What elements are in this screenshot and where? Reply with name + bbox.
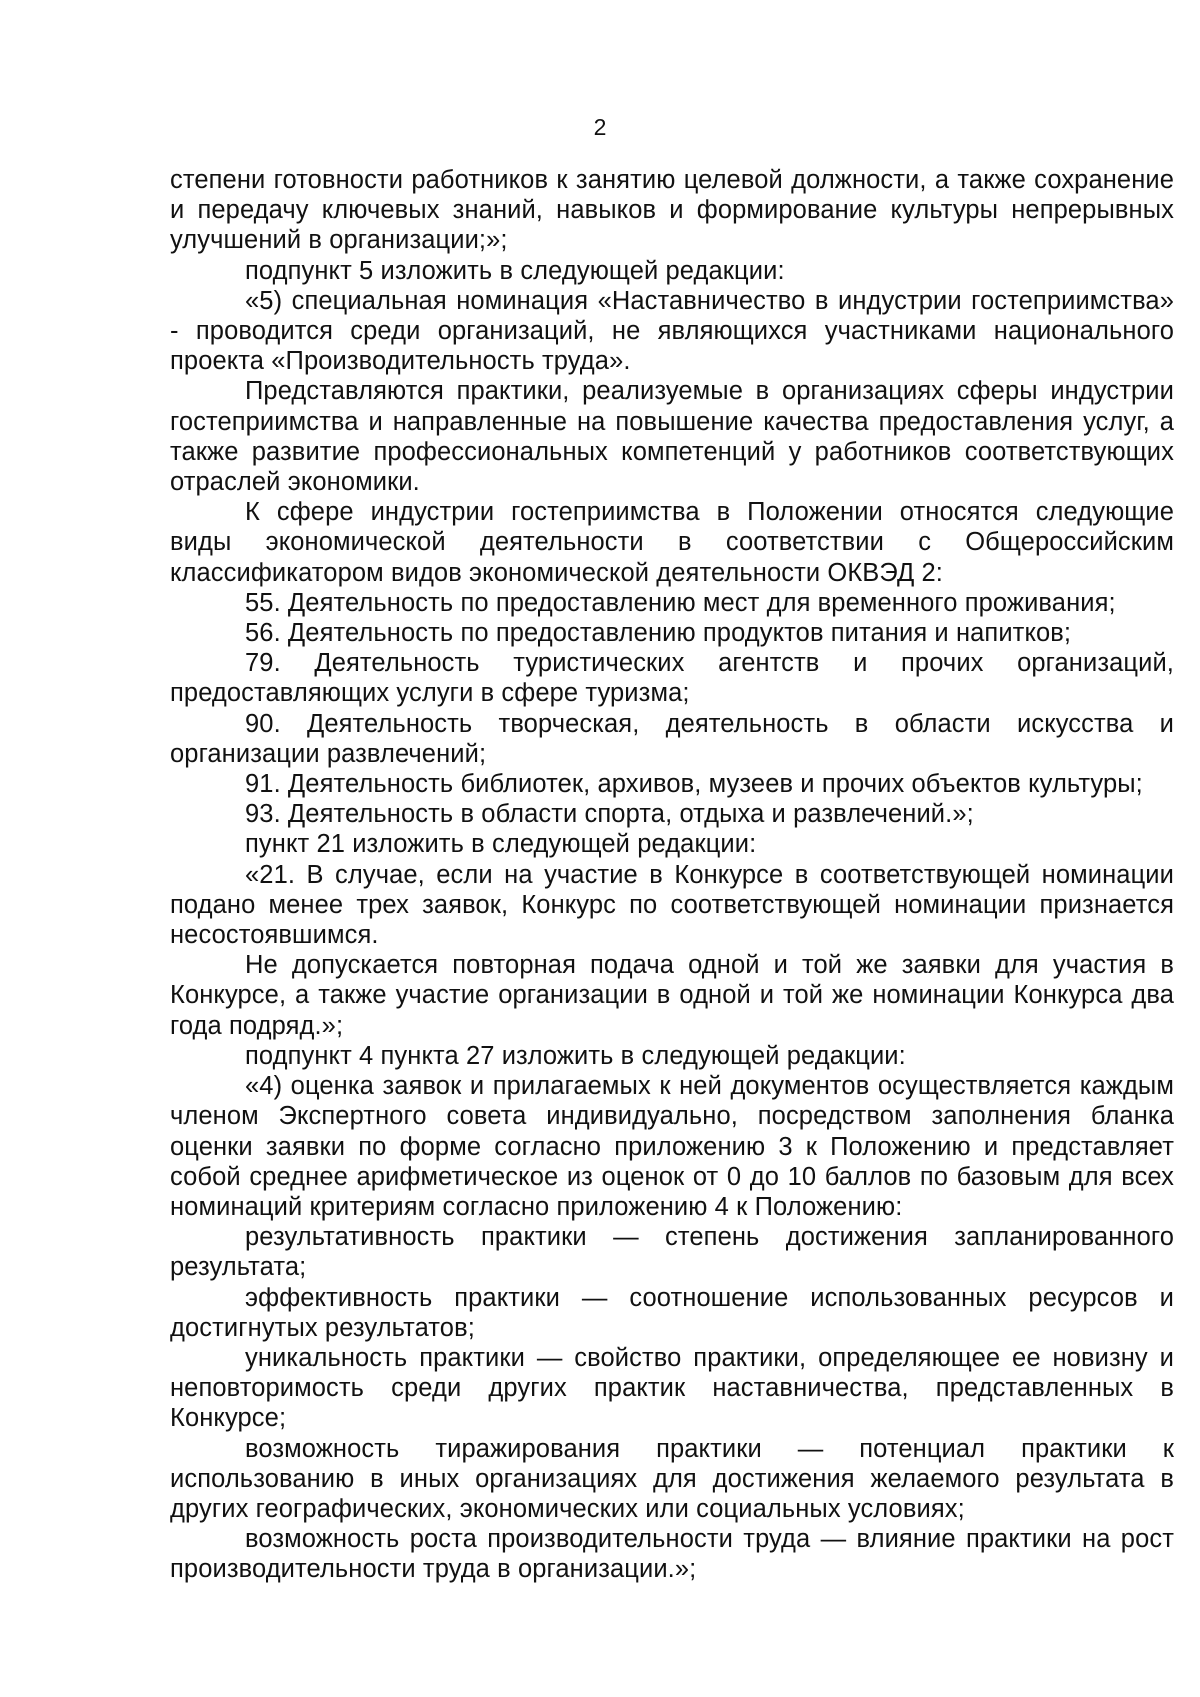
paragraph-subpoint-5-instruction: подпункт 5 изложить в следующей редакции: — [245, 256, 785, 285]
paragraph-hospitality-scope: К сфере индустрии гостеприимства в Положении относятся следующие виды экономической деятельности в соответствии с Общероссийским классификатором видов экономической деятельности ОКВЭД 2: — [170, 498, 1174, 587]
paragraph-evaluation: «4) оценка заявок и прилагаемых к ней документов осуществляется каждым членом Экспертного совета индивидуально, посредством заполнения бланка оценки заявки по форме согласно приложению 3 к Положению и представляет собой среднее арифметическое из оценок от 0 до 10 баллов по базовым для всех номинаций критериям согласно приложению 4 к Положению: — [170, 1072, 1174, 1221]
document-body — [170, 165, 1174, 1585]
paragraph-point-21-text: «21. В случае, если на участие в Конкурсе в соответствующей номинации подано менее трех заявок, Конкурс по соответствующей номинации признается несостоявшимся. — [170, 860, 1174, 950]
criterion-replicability: возможность тиражирования практики — потенциал практики к использованию в иных организациях для достижения желаемого результата в других географических, экономических или социальных условиях; — [170, 1434, 1174, 1523]
criterion-efficiency: эффективность практики — соотношение использованных ресурсов и достигнутых результатов; — [170, 1283, 1174, 1342]
page-number: 2 — [593, 114, 607, 140]
paragraph-practices-description: Представляются практики, реализуемые в организациях сферы индустрии гостеприимства и направленные на повышение качества предоставления услуг, а также развитие профессиональных компетенций у работников соответствующих отраслей экономики. — [170, 377, 1174, 497]
list-item-okved-79: 79. Деятельность туристических агентств и прочих организаций, предоставляющих услуги в сфере туризма; — [170, 649, 1174, 708]
list-item-okved-91: 91. Деятельность библиотек, архивов, музеев и прочих объектов культуры; — [245, 770, 1143, 799]
criterion-productivity-growth: возможность роста производительности труда — влияние практики на рост производительности труда в организации.»; — [170, 1525, 1174, 1584]
paragraph-special-nomination: «5) специальная номинация «Наставничество в индустрии гостеприимства» - проводится среди организаций, не являющихся участниками национального проекта «Производительность труда». — [170, 286, 1174, 376]
paragraph-continuation: степени готовности работников к занятию целевой должности, а также сохранение и передачу ключевых знаний, навыков и формирование культуры непрерывных улучшений в организации;»; — [170, 166, 1174, 255]
criterion-uniqueness: уникальность практики — свойство практики, определяющее ее новизну и неповторимость среди других практик наставничества, представленных в Конкурсе; — [170, 1343, 1174, 1433]
criterion-effectiveness-result: результативность практики — степень достижения запланированного результата; — [170, 1223, 1174, 1282]
list-item-okved-90: 90. Деятельность творческая, деятельность в области искусства и организации развлечений; — [170, 709, 1174, 768]
list-item-okved-55: 55. Деятельность по предоставлению мест для временного проживания; — [245, 588, 1116, 617]
paragraph-repeat-application: Не допускается повторная подача одной и той же заявки для участия в Конкурсе, а также участие организации в одной и той же номинации Конкурса два года подряд.»; — [170, 951, 1174, 1040]
list-item-okved-56: 56. Деятельность по предоставлению продуктов питания и напитков; — [245, 619, 1072, 648]
paragraph-point-21-instruction: пункт 21 изложить в следующей редакции: — [245, 830, 757, 859]
list-item-okved-93: 93. Деятельность в области спорта, отдыха и развлечений.»; — [245, 800, 974, 829]
paragraph-subpoint-4-instruction: подпункт 4 пункта 27 изложить в следующей редакции: — [245, 1041, 906, 1070]
